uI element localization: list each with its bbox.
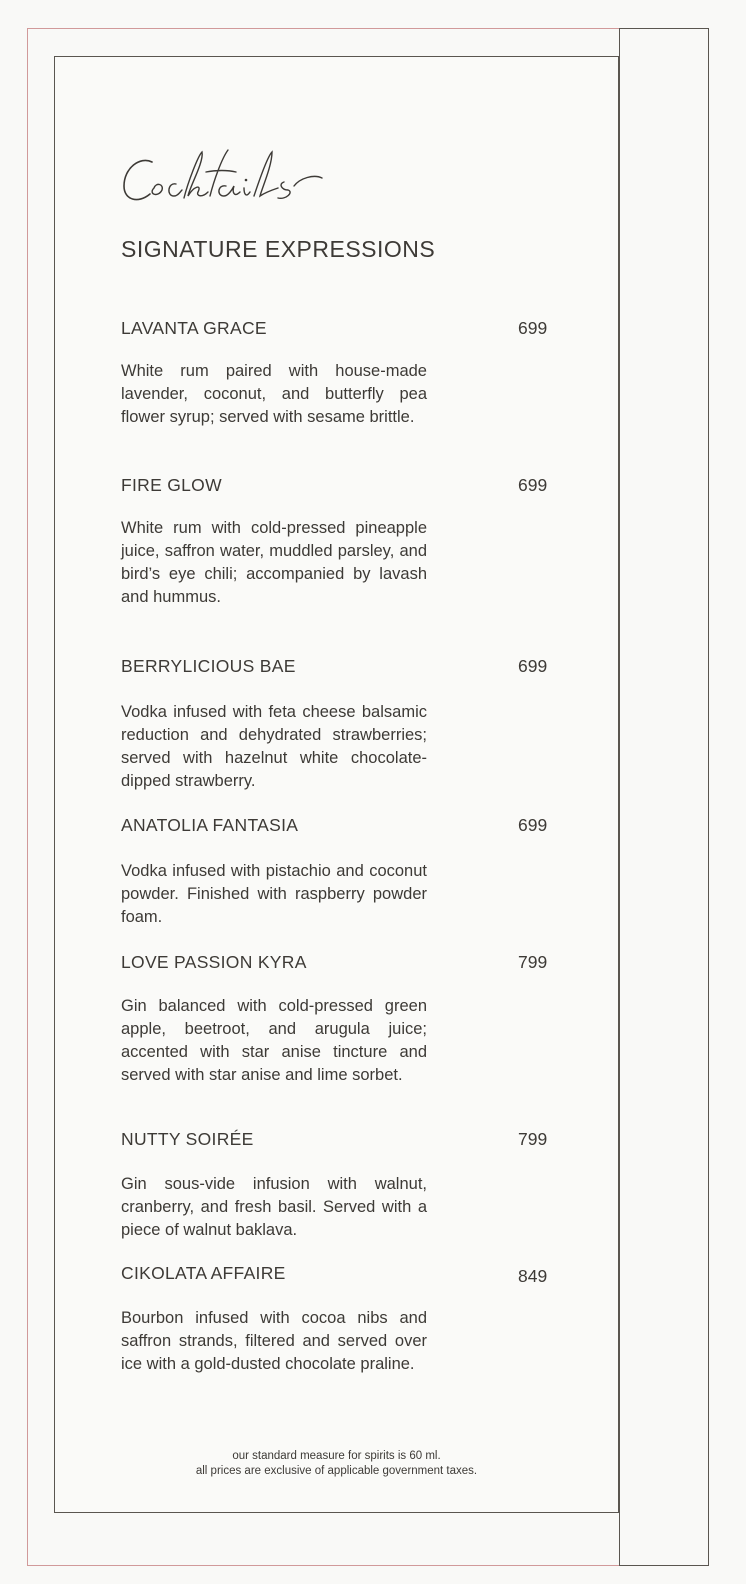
item-name-love-passion-kyra: LOVE PASSION KYRA xyxy=(121,952,307,972)
item-name-berrylicious-bae: BERRYLICIOUS BAE xyxy=(121,656,296,676)
item-desc-love-passion-kyra: Gin balanced with cold-pressed green apple, beetroot, and arugula juice; accented with star anise tincture and served with star anise and lime sorbet. xyxy=(121,997,427,1084)
item-price-berrylicious-bae: 699 xyxy=(518,656,548,676)
footer-measure-note: our standard measure for spirits is 60 ml. xyxy=(232,1450,441,1462)
right-band-border xyxy=(619,28,709,1566)
item-name-lavanta-grace: LAVANTA GRACE xyxy=(121,318,267,338)
item-desc-nutty-soiree: Gin sous-vide infusion with walnut, cranberry, and fresh basil. Served with a piece of walnut baklava. xyxy=(121,1175,427,1239)
item-desc-anatolia-fantasia: Vodka infused with pistachio and coconut powder. Finished with raspberry powder foam. xyxy=(121,862,427,926)
script-title-artwork xyxy=(118,142,338,212)
item-price-cikolata-affaire: 849 xyxy=(518,1266,548,1286)
item-desc-lavanta-grace: White rum paired with house-made lavender, coconut, and butterfly pea flower syrup; served with sesame brittle. xyxy=(121,362,427,426)
item-desc-berrylicious-bae: Vodka infused with feta cheese balsamic reduction and dehydrated strawberries; served with hazelnut white chocolate-dipped strawberry. xyxy=(121,703,427,790)
item-price-nutty-soiree: 799 xyxy=(518,1129,548,1149)
item-price-anatolia-fantasia: 699 xyxy=(518,815,548,835)
script-title-cocktails xyxy=(118,142,338,212)
item-price-fire-glow: 699 xyxy=(518,475,548,495)
item-name-fire-glow: FIRE GLOW xyxy=(121,475,222,495)
item-desc-fire-glow: White rum with cold-pressed pineapple juice, saffron water, muddled parsley, and bird’s eye chili; accompanied by lavash and hummus. xyxy=(121,519,427,606)
item-price-love-passion-kyra: 799 xyxy=(518,952,548,972)
item-name-cikolata-affaire: CIKOLATA AFFAIRE xyxy=(121,1263,286,1283)
item-price-lavanta-grace: 699 xyxy=(518,318,548,338)
item-name-nutty-soiree: NUTTY SOIRÉE xyxy=(121,1129,254,1149)
footer-tax-note: all prices are exclusive of applicable government taxes. xyxy=(195,1465,478,1477)
section-heading: SIGNATURE EXPRESSIONS xyxy=(121,236,436,262)
item-desc-cikolata-affaire: Bourbon infused with cocoa nibs and saffron strands, filtered and served over ice with a gold-dusted chocolate praline. xyxy=(121,1309,427,1373)
item-name-anatolia-fantasia: ANATOLIA FANTASIA xyxy=(121,815,299,835)
